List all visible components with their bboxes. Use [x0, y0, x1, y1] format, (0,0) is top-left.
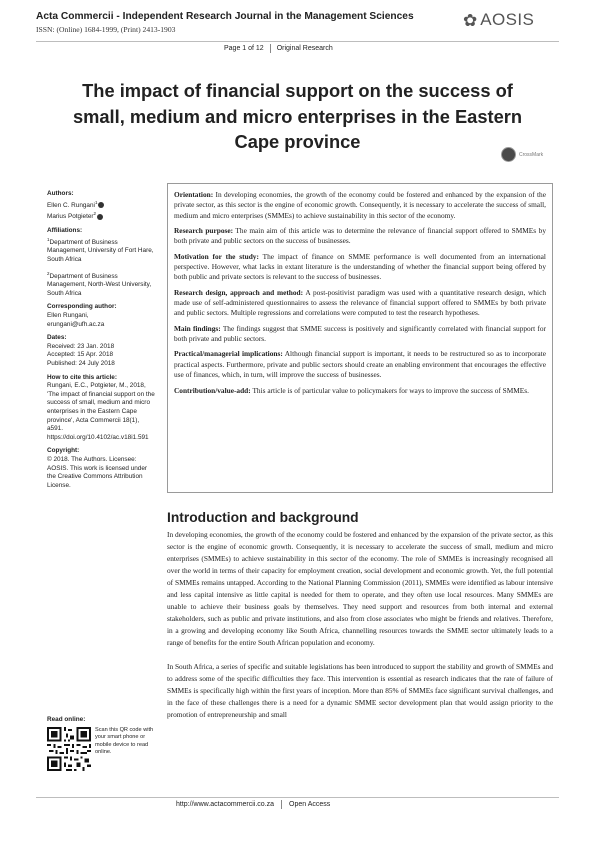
abstract-label: Orientation: [174, 190, 214, 199]
abstract-purpose [174, 226, 546, 247]
read-online-box [47, 716, 155, 771]
body-text [167, 529, 553, 733]
abstract-text: In developing economies, the growth of the economy could be fostered and enhanced by the expansion of the private sector, as this sector is the engine of economic growth. Consequently, it is necessary to accelerate the success of small, medium and micro enterprises (SMMEs) to achieve sustainability in this sector of the economy. [174, 190, 546, 220]
read-online-heading: Read online: [47, 716, 86, 723]
corresponding-heading: Corresponding author: [47, 303, 117, 311]
journal-title: Acta Commercii - Independent Research Journal in the Management Sciences [36, 11, 414, 22]
affiliation-entry: $^1$Department of Business Management, University of Fort Hare, South Africa [47, 236, 154, 263]
affiliation-text: Department of Business Management, University of Fort Hare, South Africa [47, 238, 154, 263]
date-received: Received: 23 Jan. 2018 [47, 342, 115, 350]
abstract-box [167, 183, 553, 493]
qr-code-icon[interactable] [47, 727, 91, 771]
footer-rule [36, 797, 559, 798]
copyright-text: © 2018. The Authors. Licensee: AOSIS. This work is licensed under the Creative Commons Attribution License. [47, 455, 148, 489]
body-paragraph: In developing economies, the growth of the economy could be fostered and enhanced by the expansion of the private sector, as this sector is the engine of economic growth. Consequently, it is necessary to accelerate the success of small, medium and micro enterprises (SMMEs) to achieve sustainability in this sector of the economy. The role of SMMEs is increasingly recognised all over the world in terms of their capacity for employment creation, social development and economic growth. Yet, the full potential of SMMEs remains untapped. According to the National Planning Commission (2011), SMMEs were identified as labour intensive and less capital intensive as little capital is needed for them to operate, and they often use local resources. Many SMMEs are unable to achieve their business goals by themselves. They need support and resources from both internal and external stakeholders, such as public and private institutions, and also from close associates who might be friends and relatives. Therefore, in a growing and developing economy like South Africa, channelling resources towards the SMME sector ultimately leads to a range of benefits for the entire South African population and economy. [167, 530, 553, 647]
abstract-text: Although financial support is important, it needs to be restructured so as to incorporate practical aspects. Furthermore, private and public sectors should create an enabling environment that encourages the effective use of finances, which, in turn, will improve the success of businesses. [174, 349, 546, 380]
authors-section [47, 190, 155, 222]
abstract-text: A post-positivist paradigm was used with a quantitative research design, which made use of self-administered questionnaires to assess the relevance of financial support offered to SMMEs by both private and public sectors. Multiple regressions and correlations were computed to test the research hypotheses. [174, 287, 546, 318]
abstract-label: Contribution/value-add: [174, 385, 251, 395]
crossmark-badge[interactable] [501, 147, 543, 162]
page-footer [176, 800, 330, 809]
copyright-section [47, 447, 155, 490]
read-online-note: Scan this QR code with your smart phone or mobile device to read online. [95, 727, 154, 755]
cite-heading: How to cite this article: [47, 373, 117, 381]
crossmark-icon [501, 147, 516, 162]
cite-section [47, 374, 155, 443]
abstract-text: The findings suggest that SMME success is positively and significantly correlated with financial support for both private and public sectors. [174, 323, 546, 344]
abstract-label: Main findings: [174, 323, 221, 333]
separator [270, 44, 271, 53]
page-number: Page 1 of 12 [224, 45, 264, 52]
section-heading: Introduction and background [167, 510, 359, 525]
abstract-design [174, 288, 546, 319]
corresponding-name: Ellen Rungani, [47, 312, 89, 320]
dates-heading: Dates: [47, 334, 67, 342]
author-entry: Ellen C. Rungani$^1$ [47, 199, 155, 211]
page-info [224, 44, 333, 53]
author-entry: Marius Potgieter$^2$ [47, 210, 155, 222]
affiliations-section [47, 227, 155, 298]
logo-text: AOSIS [480, 10, 535, 29]
orcid-icon[interactable] [98, 202, 104, 208]
abstract-label: Research design, approach and method: [174, 287, 304, 297]
issn-line: ISSN: (Online) 1684-1999, (Print) 2413-1903 [36, 25, 176, 34]
copyright-heading: Copyright: [47, 447, 80, 455]
orcid-icon[interactable] [97, 214, 103, 220]
article-type: Original Research [276, 45, 333, 52]
abstract-findings [174, 324, 546, 345]
abstract-text: The impact of finance on SMME performance is well documented from an international perspective. However, what lacks in extant literature is the understanding of whether the financial support being offered by both public and private sectors is relevant to the success of businesses. [174, 251, 546, 282]
body-paragraph: In South Africa, a series of specific and suitable legislations has been introduced to support the stability and growth of SMMEs and to address some of the specific difficulties they face. This intervention is essential as research indicates that the rate of failure of SMMEs is specifically high within the first years of inception. More than 85% of SMMEs face significant survival challenges, and in the face of these challenges there is a need for a dynamic SMME sector development plan that would assign priority to the promotion of entrepreneurship and small [167, 662, 553, 719]
crossmark-label: CrossMark [519, 151, 544, 158]
journal-url[interactable]: http://www.actacommercii.co.za [176, 801, 275, 808]
affiliation-text: Department of Business Management, North-West University, South Africa [47, 272, 152, 297]
cite-text: Rungani, E.C., Potgieter, M., 2018, 'The impact of financial support on the success of small, medium and micro enterprises in the Eastern Cape province', Acta Commercii 18(1), a591. https://doi.org/10.4102/ac.v18i1.591 [47, 382, 155, 441]
article-title: The impact of financial support on the success of small, medium and micro enterprises in the Eastern Cape province [72, 80, 523, 152]
open-access-label: Open Access [289, 801, 331, 808]
abstract-text: This article is of particular value to policymakers for ways to improve the success of SMMEs. [252, 385, 529, 395]
date-accepted: Accepted: 15 Apr. 2018 [47, 351, 114, 359]
date-published: Published: 24 July 2018 [47, 360, 115, 367]
header-rule [36, 41, 559, 42]
abstract-practical [174, 349, 546, 380]
aosis-mark-icon: ✿ [463, 10, 478, 30]
authors-heading: Authors: [47, 190, 74, 197]
affiliations-heading: Affiliations: [47, 227, 83, 235]
corresponding-email[interactable]: erungani@ufh.ac.za [47, 320, 105, 328]
abstract-motivation [174, 252, 546, 283]
abstract-label: Research purpose: [174, 226, 234, 236]
dates-section [47, 334, 155, 368]
abstract-text: The main aim of this article was to determine the relevance of financial support offered to SMMEs by both private and public sectors on the success of businesses. [174, 226, 546, 246]
separator [281, 800, 282, 809]
abstract-label: Motivation for the study: [174, 251, 259, 261]
abstract-label: Practical/managerial implications: [174, 349, 283, 359]
sidebar [47, 190, 155, 495]
affiliation-entry: $^2$Department of Business Management, North-West University, South Africa [47, 270, 152, 297]
abstract-contribution [174, 386, 546, 396]
abstract-orientation [174, 190, 546, 221]
author-name: Ellen C. Rungani [47, 201, 95, 209]
corresponding-section [47, 303, 155, 329]
author-name: Marius Potgieter [47, 213, 94, 221]
publisher-logo[interactable] [463, 10, 534, 30]
